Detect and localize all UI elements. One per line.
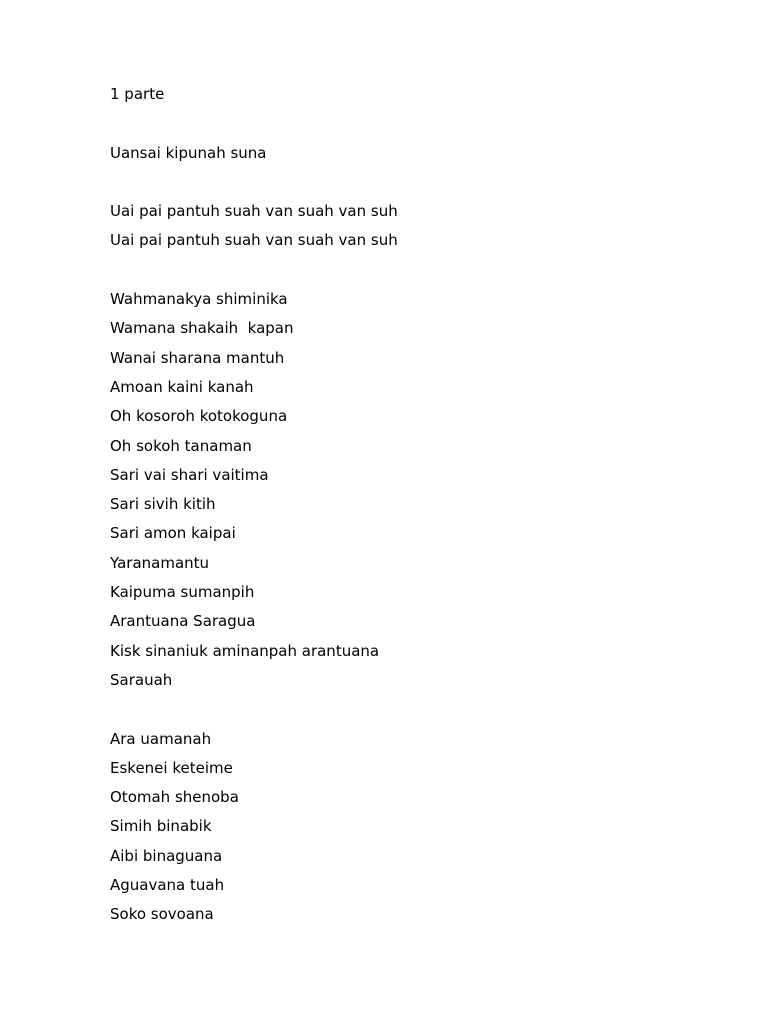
text-line: Aguavana tuah (110, 876, 225, 895)
text-line: Yaranamantu (110, 553, 210, 572)
text-line: Sari amon kaipai (110, 524, 236, 543)
text-line: Otomah shenoba (110, 788, 239, 807)
text-line: Uansai kipunah suna (110, 143, 267, 162)
text-line: 1 parte (110, 85, 165, 103)
text-line: Ara uamanah (110, 729, 212, 748)
text-line: Soko sovoana (110, 905, 214, 924)
text-line: Kaipuma sumanpih (110, 583, 255, 602)
document-body (110, 84, 710, 934)
text-line: Simih binabik (110, 817, 212, 836)
text-line: Amoan kaini kanah (110, 377, 254, 396)
text-line: Kisk sinaniuk aminanpah arantuana (110, 641, 380, 660)
blank-line (110, 172, 710, 201)
text-line: Uai pai pantuh suah van suah van suh (110, 231, 398, 250)
blank-line (110, 113, 710, 142)
text-line: Wanai sharana mantuh (110, 348, 285, 367)
text-line: Sari vai shari vaitima (110, 465, 269, 484)
text-line: Arantuana Saragua (110, 612, 256, 631)
text-line: Wahmanakya shiminika (110, 290, 288, 309)
text-line: Uai pai pantuh suah van suah van suh (110, 202, 398, 221)
text-line: Oh kosoroh kotokoguna (110, 407, 288, 426)
text-line: Sari sivih kitih (110, 495, 216, 514)
text-line: Wamana shakaih kapan (110, 319, 294, 338)
text-line: Eskenei keteime (110, 758, 233, 777)
text-line: Oh sokoh tanaman (110, 436, 252, 455)
text-line: Aibi binaguana (110, 846, 223, 865)
text-line: Sarauah (110, 670, 173, 689)
blank-line (110, 260, 710, 289)
blank-line (110, 699, 710, 728)
